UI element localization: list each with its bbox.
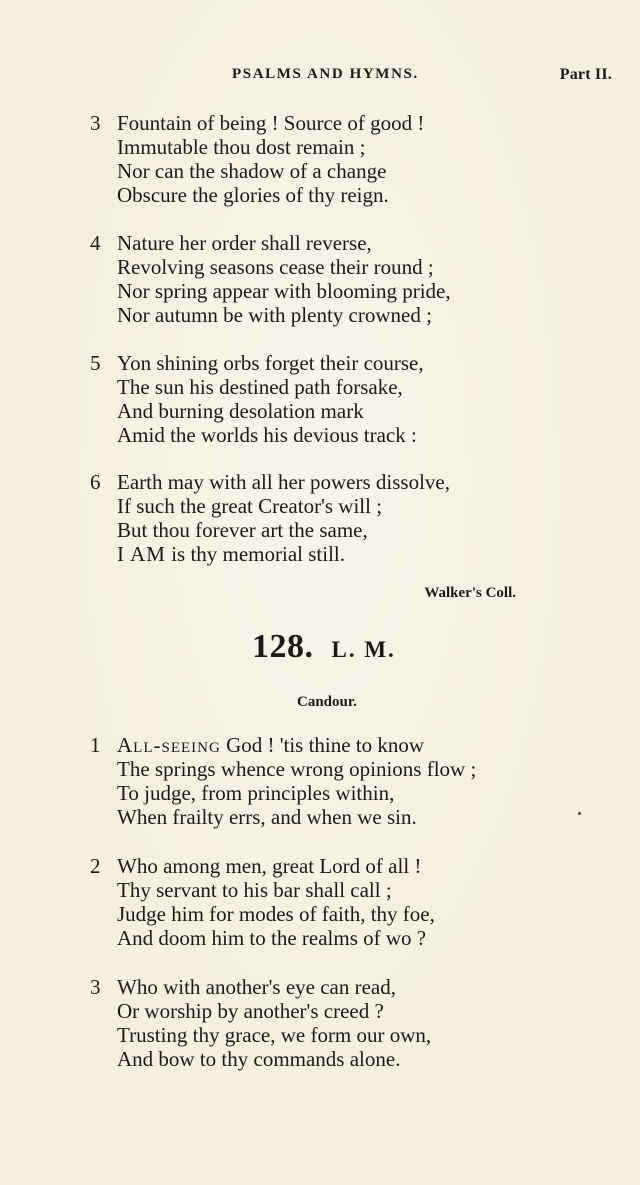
verse-line: If such the great Creator's will ; (117, 494, 383, 518)
stanza-number: 5 (90, 351, 101, 375)
hymn-number: 128. (252, 628, 314, 665)
hymn-meter: L. M. (331, 637, 396, 662)
verse-line: Immutable thou dost remain ; (117, 135, 366, 159)
small-caps-text: I AM (117, 542, 166, 566)
verse-line: Nor autumn be with plenty crowned ; (117, 303, 432, 327)
verse-line: Who among men, great Lord of all ! (117, 854, 422, 878)
verse-line: Revolving seasons cease their round ; (117, 255, 434, 279)
verse-line: Amid the worlds his devious track : (117, 423, 417, 447)
verse-line: The sun his destined path forsake, (117, 375, 403, 399)
verse-line: I AM is thy memorial still. (117, 542, 346, 566)
small-caps-text: All-seeing (117, 733, 221, 757)
verse-line: And burning desolation mark (117, 399, 364, 423)
verse-line: And doom him to the realms of wo ? (117, 926, 427, 950)
verse-line: Thy servant to his bar shall call ; (117, 878, 392, 902)
stanza-number: 3 (90, 111, 101, 135)
verse-line: All-seeing God ! 'tis thine to know (117, 733, 425, 757)
verse-line: To judge, from principles within, (117, 781, 395, 805)
verse-line: Or worship by another's creed ? (117, 999, 384, 1023)
verse-line: And bow to thy commands alone. (117, 1047, 401, 1071)
verse-line: When frailty errs, and when we sin. (117, 805, 417, 829)
ink-speck (578, 812, 581, 815)
verse-line: Who with another's eye can read, (117, 975, 396, 999)
verse-line: Earth may with all her powers dissolve, (117, 470, 451, 494)
verse-line: Yon shining orbs forget their course, (117, 351, 424, 375)
running-title: PSALMS AND HYMNS. (232, 66, 419, 82)
verse-line: Obscure the glories of thy reign. (117, 183, 389, 207)
verse-line: Nor spring appear with blooming pride, (117, 279, 451, 303)
verse-line: Judge him for modes of faith, thy foe, (117, 902, 435, 926)
stanza-number: 3 (90, 975, 101, 999)
part-label: Part II. (559, 66, 612, 83)
stanza-number: 2 (90, 854, 101, 878)
stanza-number: 6 (90, 470, 101, 494)
hymn-title: Candour. (297, 694, 357, 710)
verse-line: Trusting thy grace, we form our own, (117, 1023, 432, 1047)
verse-line: Nature her order shall reverse, (117, 231, 372, 255)
running-header (0, 66, 640, 90)
stanza-number: 1 (90, 733, 101, 757)
verse-line: The springs whence wrong opinions flow ; (117, 757, 477, 781)
verse-line: Nor can the shadow of a change (117, 159, 387, 183)
hymn-heading (252, 628, 396, 666)
attribution: Walker's Coll. (424, 585, 516, 601)
verse-line: Fountain of being ! Source of good ! (117, 111, 425, 135)
stanza-number: 4 (90, 231, 101, 255)
verse-line: But thou forever art the same, (117, 518, 368, 542)
